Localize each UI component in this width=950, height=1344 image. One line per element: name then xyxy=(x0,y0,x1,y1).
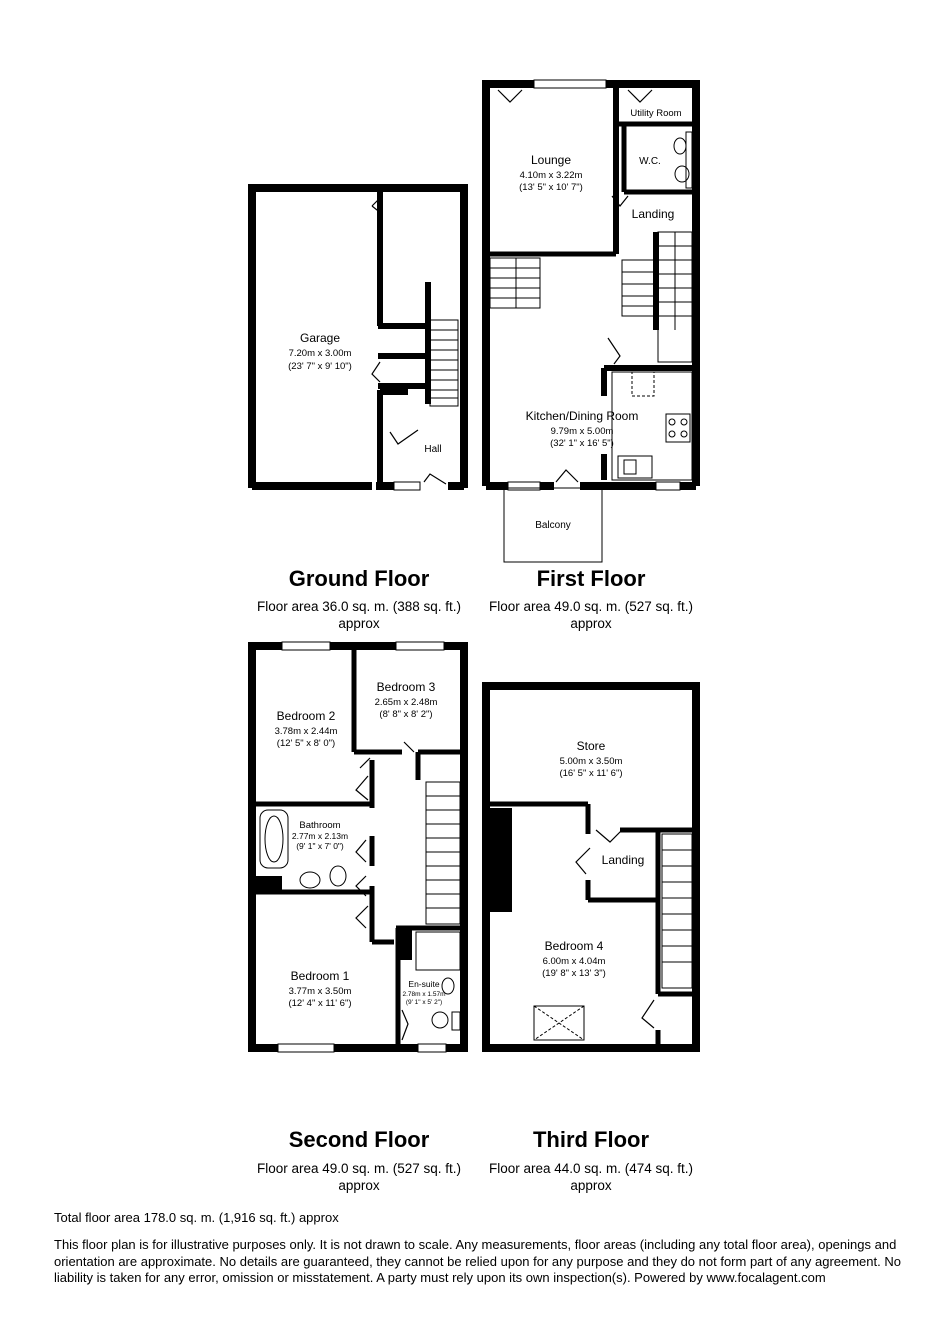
store-metric: 5.00m x 3.50m xyxy=(559,756,623,767)
bedroom1-name: Bedroom 1 xyxy=(290,969,350,983)
balcony-name: Balcony xyxy=(535,520,571,531)
bathroom-imperial: (9' 1" x 7' 0") xyxy=(296,841,344,851)
disclaimer: This floor plan is for illustrative purposes only. It is not drawn to scale. Any measurements, floor areas (including any total floor area), openings and orientation are approximate. No details are guaranteed, they cannot be relied upon for any purpose and they do not form part of any agreement. No liability is taken for any error, omission or misstatement. A party must rely upon its own inspection(s). Powered by www.focalagent.com xyxy=(54,1237,901,1285)
third-floor-title: Third Floor xyxy=(532,1127,650,1152)
wc-name: W.C. xyxy=(639,156,661,167)
bedroom3-name: Bedroom 3 xyxy=(376,680,436,694)
bedroom3-imperial: (8' 8" x 8' 2") xyxy=(379,709,433,720)
hall-name: Hall xyxy=(424,444,442,455)
lounge-metric: 4.10m x 3.22m xyxy=(519,170,583,181)
garage-name: Garage xyxy=(299,331,341,345)
third-floor-area xyxy=(471,1160,711,1194)
ensuite-name: En-suite xyxy=(408,979,440,989)
bathroom-name: Bathroom xyxy=(299,820,341,831)
third-floor-approx: approx xyxy=(570,1178,612,1193)
bedroom4-name: Bedroom 4 xyxy=(544,939,604,953)
second-floor-area xyxy=(239,1160,479,1194)
bedroom4-metric: 6.00m x 4.04m xyxy=(542,956,606,967)
kitchen-name: Kitchen/Dining Room xyxy=(525,409,639,423)
bedroom4-imperial: (19' 8" x 13' 3") xyxy=(542,968,606,979)
utility-room-name: Utility Room xyxy=(630,108,682,119)
third-stairs xyxy=(662,834,692,988)
bedroom1-imperial: (12' 4" x 11' 6") xyxy=(288,998,352,1009)
ground-floor-area xyxy=(239,598,479,632)
hall-window xyxy=(394,482,420,490)
second-floor-approx: approx xyxy=(338,1178,380,1193)
first-floor-area-text: Floor area 49.0 sq. m. (527 sq. ft.) xyxy=(488,599,694,614)
ensuite-imperial: (9' 1" x 5' 2") xyxy=(405,999,443,1006)
bedroom2-imperial: (12' 5" x 8' 0") xyxy=(276,738,336,749)
bathroom-metric: 2.77m x 2.13m xyxy=(291,831,349,841)
ground-floor-title: Ground Floor xyxy=(288,566,430,591)
second-stairs xyxy=(426,782,460,924)
first-landing-name: Landing xyxy=(631,207,675,221)
bedroom1-metric: 3.77m x 3.50m xyxy=(288,986,352,997)
kitchen-imperial: (32' 1" x 16' 5") xyxy=(550,438,614,449)
third-floor-area-text: Floor area 44.0 sq. m. (474 sq. ft.) xyxy=(488,1161,694,1176)
store-imperial: (16' 5" x 11' 6") xyxy=(559,768,623,779)
first-floor-area xyxy=(471,598,711,632)
second-floor-area-text: Floor area 49.0 sq. m. (527 sq. ft.) xyxy=(256,1161,462,1176)
second-floor-title: Second Floor xyxy=(288,1127,430,1152)
ground-stairs xyxy=(430,320,458,406)
bedroom2-metric: 3.78m x 2.44m xyxy=(274,726,338,737)
bedroom2-name: Bedroom 2 xyxy=(276,709,336,723)
bedroom3-metric: 2.65m x 2.48m xyxy=(374,697,438,708)
ensuite-metric: 2.78m x 1.57m xyxy=(402,991,446,998)
total-floor-area: Total floor area 178.0 sq. m. (1,916 sq. ft.) approx xyxy=(54,1210,339,1225)
first-floor-title: First Floor xyxy=(536,566,646,591)
garage-metric: 7.20m x 3.00m xyxy=(288,348,352,359)
ground-floor-area-text: Floor area 36.0 sq. m. (388 sq. ft.) xyxy=(256,599,462,614)
third-landing-name: Landing xyxy=(601,853,645,867)
ground-floor-approx: approx xyxy=(338,616,380,631)
kitchen-metric: 9.79m x 5.00m xyxy=(550,426,614,437)
first-floor-plan xyxy=(486,80,696,562)
first-floor-approx: approx xyxy=(570,616,612,631)
lounge-imperial: (13' 5" x 10' 7") xyxy=(519,182,583,193)
store-name: Store xyxy=(576,739,606,753)
lounge-name: Lounge xyxy=(530,153,572,167)
garage-imperial: (23' 7" x 9' 10") xyxy=(288,361,352,372)
